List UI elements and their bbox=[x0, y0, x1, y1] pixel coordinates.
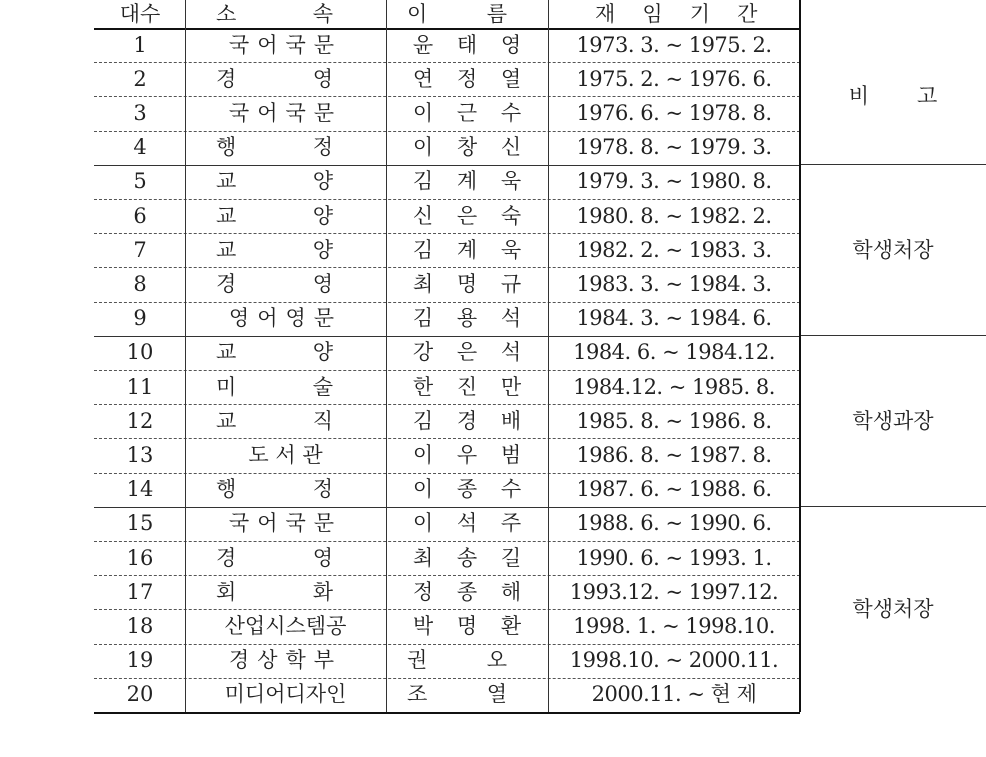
row-name bbox=[387, 473, 547, 507]
row-term: 1984. 6. ~ 1984.12. bbox=[573, 340, 775, 365]
row-name bbox=[387, 438, 547, 472]
name-char: 명 bbox=[456, 271, 478, 296]
row-name bbox=[387, 541, 547, 575]
name-char: 열 bbox=[486, 682, 507, 707]
row-rule bbox=[94, 609, 800, 610]
row-rule bbox=[94, 404, 800, 405]
header-name-char: 이 bbox=[407, 1, 428, 26]
row-department bbox=[186, 199, 385, 233]
row-name bbox=[387, 609, 547, 643]
row-number: 15 bbox=[126, 511, 154, 536]
row-department bbox=[186, 233, 385, 267]
row-number: 2 bbox=[133, 66, 147, 91]
row-term: 1986. 8. ~ 1987. 8. bbox=[576, 442, 772, 467]
name-char: 오 bbox=[486, 648, 507, 673]
name-char: 연 bbox=[412, 66, 434, 91]
department-text: 양 bbox=[312, 340, 333, 365]
name-char: 이 bbox=[412, 442, 434, 467]
row-number: 4 bbox=[133, 135, 147, 160]
name-char: 석 bbox=[500, 306, 522, 331]
row-term: 1980. 8. ~ 1982. 2. bbox=[576, 203, 772, 228]
row-number: 10 bbox=[126, 340, 154, 365]
department-text: 양 bbox=[312, 169, 333, 194]
row-department bbox=[186, 541, 385, 575]
row-term: 1987. 6. ~ 1988. 6. bbox=[576, 477, 772, 502]
row-department bbox=[186, 404, 385, 438]
row-rule bbox=[94, 507, 800, 508]
row-rule bbox=[94, 267, 800, 268]
department-text: 경 bbox=[216, 545, 237, 570]
row-term: 1979. 3. ~ 1980. 8. bbox=[576, 169, 772, 194]
name-char: 이 bbox=[412, 135, 434, 160]
header-no: 대수 bbox=[119, 1, 161, 26]
row-name bbox=[387, 507, 547, 541]
row-number: 12 bbox=[126, 408, 154, 433]
department-text: 행 bbox=[216, 477, 237, 502]
name-char: 계 bbox=[456, 237, 478, 262]
department-text: 화 bbox=[312, 579, 333, 604]
column-rule bbox=[799, 0, 801, 712]
column-rule bbox=[185, 0, 186, 712]
row-department bbox=[186, 438, 385, 472]
row-name bbox=[387, 302, 547, 336]
name-char: 범 bbox=[500, 442, 522, 467]
name-char: 환 bbox=[500, 613, 522, 638]
name-char: 한 bbox=[412, 374, 434, 399]
name-char: 욱 bbox=[500, 237, 522, 262]
column-rule bbox=[548, 0, 549, 712]
row-rule bbox=[94, 62, 800, 63]
row-department bbox=[186, 370, 385, 404]
row-rule bbox=[94, 336, 800, 337]
row-term: 1988. 6. ~ 1990. 6. bbox=[576, 511, 772, 536]
remark-divider bbox=[800, 506, 986, 507]
header-term-char: 재 bbox=[595, 1, 615, 26]
header-dept-char: 속 bbox=[312, 1, 333, 26]
row-number: 19 bbox=[126, 648, 154, 673]
name-char: 정 bbox=[412, 579, 434, 604]
remark-text: 학생과장 bbox=[852, 408, 934, 433]
row-name bbox=[387, 678, 547, 712]
row-number: 14 bbox=[126, 477, 154, 502]
header-term-char: 기 bbox=[689, 1, 710, 26]
name-char: 우 bbox=[456, 442, 478, 467]
row-department bbox=[186, 96, 385, 130]
department-text: 교 bbox=[216, 169, 237, 194]
row-term: 1998.10. ~ 2000.11. bbox=[569, 648, 779, 673]
department-text: 경 bbox=[216, 271, 237, 296]
name-char: 주 bbox=[500, 511, 522, 536]
row-number: 17 bbox=[126, 579, 154, 604]
remark-text: 고 bbox=[917, 83, 938, 108]
header-dept-char: 소 bbox=[216, 1, 237, 26]
row-name bbox=[387, 165, 547, 199]
row-name bbox=[387, 267, 547, 301]
row-name bbox=[387, 575, 547, 609]
row-department bbox=[186, 609, 385, 643]
row-rule bbox=[94, 575, 800, 576]
department-text: 양 bbox=[312, 203, 333, 228]
name-char: 이 bbox=[412, 477, 434, 502]
row-rule bbox=[94, 199, 800, 200]
department-text: 양 bbox=[312, 237, 333, 262]
header-term-char: 간 bbox=[737, 1, 757, 26]
header-dept bbox=[186, 0, 385, 28]
name-char: 길 bbox=[500, 545, 522, 570]
row-number: 5 bbox=[133, 169, 147, 194]
department-text: 경상학부 bbox=[228, 648, 343, 673]
row-term: 1983. 3. ~ 1984. 3. bbox=[576, 271, 772, 296]
name-char: 이 bbox=[412, 100, 434, 125]
row-rule bbox=[94, 165, 800, 166]
row-term: 2000.11. ~ 현 제 bbox=[591, 682, 757, 707]
name-char: 숙 bbox=[500, 203, 522, 228]
row-name bbox=[387, 131, 547, 165]
row-name bbox=[387, 199, 547, 233]
row-name bbox=[387, 644, 547, 678]
header-name-char: 름 bbox=[486, 1, 507, 26]
header-term-char: 임 bbox=[642, 1, 663, 26]
name-char: 조 bbox=[407, 682, 428, 707]
name-char: 윤 bbox=[412, 32, 434, 57]
name-char: 김 bbox=[412, 169, 434, 194]
header-rule bbox=[94, 28, 800, 30]
name-char: 박 bbox=[412, 613, 434, 638]
name-char: 송 bbox=[456, 545, 478, 570]
row-term: 1990. 6. ~ 1993. 1. bbox=[576, 545, 772, 570]
department-text: 정 bbox=[312, 477, 333, 502]
row-department bbox=[186, 165, 385, 199]
row-term: 1982. 2. ~ 1983. 3. bbox=[576, 237, 772, 262]
name-char: 석 bbox=[500, 340, 522, 365]
department-text: 영 bbox=[312, 271, 333, 296]
row-rule bbox=[94, 131, 800, 132]
name-char: 종 bbox=[456, 477, 478, 502]
row-department bbox=[186, 62, 385, 96]
column-rule bbox=[386, 0, 387, 712]
remark-divider bbox=[800, 164, 986, 165]
row-term: 1975. 2. ~ 1976. 6. bbox=[576, 66, 772, 91]
remark-divider bbox=[800, 335, 986, 336]
name-char: 김 bbox=[412, 237, 434, 262]
name-char: 이 bbox=[412, 511, 434, 536]
department-text: 행 bbox=[216, 135, 237, 160]
remark-cell bbox=[800, 28, 986, 165]
name-char: 김 bbox=[412, 306, 434, 331]
row-term: 1976. 6. ~ 1978. 8. bbox=[576, 100, 772, 125]
department-text: 교 bbox=[216, 340, 237, 365]
department-text: 산업시스템공 bbox=[224, 613, 347, 638]
name-char: 열 bbox=[500, 66, 522, 91]
row-department bbox=[186, 28, 385, 62]
department-text: 미디어디자인 bbox=[224, 682, 347, 707]
department-text: 국어국문 bbox=[228, 32, 343, 57]
row-term: 1998. 1. ~ 1998.10. bbox=[573, 613, 775, 638]
row-name bbox=[387, 96, 547, 130]
row-name bbox=[387, 62, 547, 96]
department-text: 교 bbox=[216, 237, 237, 262]
row-rule bbox=[94, 438, 800, 439]
name-char: 강 bbox=[412, 340, 434, 365]
row-name bbox=[387, 336, 547, 370]
remark-cell bbox=[800, 336, 986, 507]
department-text: 국어국문 bbox=[228, 511, 343, 536]
row-number: 3 bbox=[133, 100, 147, 125]
remark-text: 비 bbox=[848, 83, 869, 108]
row-number: 13 bbox=[126, 442, 154, 467]
department-text: 영 bbox=[312, 66, 333, 91]
name-char: 진 bbox=[456, 374, 478, 399]
name-char: 용 bbox=[456, 306, 478, 331]
row-number: 7 bbox=[133, 237, 147, 262]
row-department bbox=[186, 302, 385, 336]
name-char: 정 bbox=[456, 66, 478, 91]
name-char: 최 bbox=[412, 545, 434, 570]
row-number: 11 bbox=[126, 374, 154, 399]
row-department bbox=[186, 473, 385, 507]
row-department bbox=[186, 575, 385, 609]
row-number: 9 bbox=[133, 306, 147, 331]
row-name bbox=[387, 28, 547, 62]
row-department bbox=[186, 336, 385, 370]
remark-text: 학생처장 bbox=[852, 237, 934, 262]
name-char: 은 bbox=[456, 203, 478, 228]
name-char: 욱 bbox=[500, 169, 522, 194]
name-char: 명 bbox=[456, 613, 478, 638]
department-text: 정 bbox=[312, 135, 333, 160]
department-text: 회 bbox=[216, 579, 237, 604]
row-rule bbox=[94, 644, 800, 645]
row-term: 1993.12. ~ 1997.12. bbox=[569, 579, 779, 604]
name-char: 태 bbox=[456, 32, 478, 57]
name-char: 권 bbox=[407, 648, 428, 673]
header-term bbox=[549, 0, 799, 28]
name-char: 최 bbox=[412, 271, 434, 296]
row-number: 8 bbox=[133, 271, 147, 296]
name-char: 규 bbox=[500, 271, 522, 296]
row-number: 1 bbox=[133, 32, 147, 57]
department-text: 경 bbox=[216, 66, 237, 91]
row-department bbox=[186, 678, 385, 712]
row-name bbox=[387, 404, 547, 438]
row-rule bbox=[94, 541, 800, 542]
row-number: 16 bbox=[126, 545, 154, 570]
row-term: 1978. 8. ~ 1979. 3. bbox=[576, 135, 772, 160]
row-rule bbox=[94, 96, 800, 97]
department-text: 직 bbox=[312, 408, 333, 433]
remark-cell bbox=[800, 507, 986, 712]
remark-text: 학생처장 bbox=[852, 596, 934, 621]
row-number: 20 bbox=[126, 682, 154, 707]
row-name bbox=[387, 370, 547, 404]
name-char: 영 bbox=[500, 32, 522, 57]
row-rule bbox=[94, 473, 800, 474]
department-text: 영 bbox=[312, 545, 333, 570]
name-char: 은 bbox=[456, 340, 478, 365]
row-name bbox=[387, 233, 547, 267]
department-text: 교 bbox=[216, 203, 237, 228]
header-name bbox=[387, 0, 547, 28]
row-rule bbox=[94, 233, 800, 234]
department-text: 교 bbox=[216, 408, 237, 433]
name-char: 계 bbox=[456, 169, 478, 194]
name-char: 경 bbox=[456, 408, 478, 433]
department-text: 국어국문 bbox=[228, 100, 343, 125]
name-char: 신 bbox=[500, 135, 522, 160]
name-char: 해 bbox=[500, 579, 522, 604]
row-department bbox=[186, 507, 385, 541]
name-char: 김 bbox=[412, 408, 434, 433]
department-text: 미 bbox=[216, 374, 237, 399]
row-rule bbox=[94, 370, 800, 371]
row-number: 18 bbox=[126, 613, 154, 638]
bottom-rule bbox=[94, 712, 800, 714]
row-term: 1973. 3. ~ 1975. 2. bbox=[576, 32, 772, 57]
name-char: 근 bbox=[456, 100, 478, 125]
department-text: 술 bbox=[312, 374, 333, 399]
department-text: 영어영문 bbox=[228, 306, 343, 331]
row-rule bbox=[94, 302, 800, 303]
name-char: 만 bbox=[500, 374, 522, 399]
row-term: 1984. 3. ~ 1984. 6. bbox=[576, 306, 772, 331]
name-char: 수 bbox=[500, 477, 522, 502]
row-department bbox=[186, 267, 385, 301]
row-term: 1984.12. ~ 1985. 8. bbox=[573, 374, 775, 399]
department-text: 도 서 관 bbox=[248, 442, 323, 467]
name-char: 수 bbox=[500, 100, 522, 125]
row-term: 1985. 8. ~ 1986. 8. bbox=[576, 408, 772, 433]
name-char: 창 bbox=[456, 135, 478, 160]
name-char: 신 bbox=[412, 203, 434, 228]
name-char: 배 bbox=[500, 408, 522, 433]
row-department bbox=[186, 131, 385, 165]
row-rule bbox=[94, 678, 800, 679]
row-number: 6 bbox=[133, 203, 147, 228]
name-char: 석 bbox=[456, 511, 478, 536]
row-department bbox=[186, 644, 385, 678]
remark-cell bbox=[800, 165, 986, 336]
name-char: 종 bbox=[456, 579, 478, 604]
